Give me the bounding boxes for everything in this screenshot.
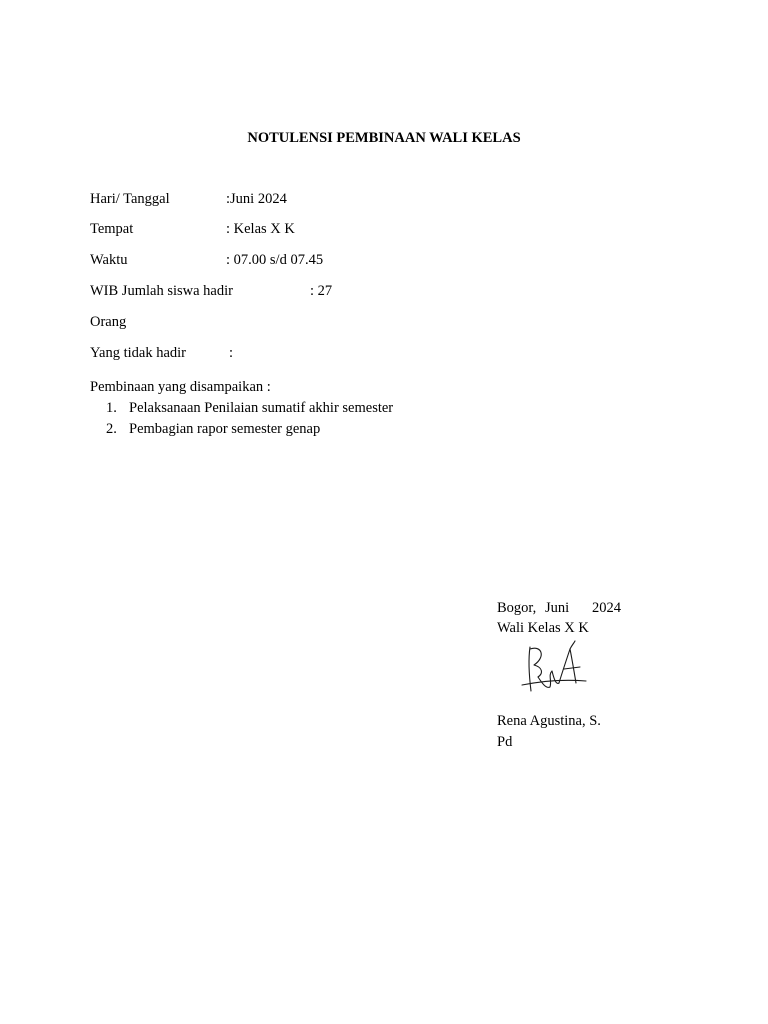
list-item-number: 1. [106, 400, 117, 416]
signer-name-line1: Rena Agustina, S. [497, 713, 601, 729]
jumlah-siswa-label: WIB Jumlah siswa hadir [90, 283, 233, 299]
tempat-label: Tempat [90, 221, 134, 237]
list-item-text: Pelaksanaan Penilaian sumatif akhir semester [129, 400, 394, 416]
waktu-label: Waktu [90, 252, 128, 268]
signature-place: Bogor, [497, 600, 537, 616]
pembinaan-heading: Pembinaan yang disampaikan : [90, 379, 271, 395]
signature-role: Wali Kelas X K [497, 620, 589, 636]
signer-name-line2: Pd [497, 734, 513, 750]
hari-tanggal-label: Hari/ Tanggal [90, 191, 170, 207]
tidak-hadir-value: : [229, 345, 234, 361]
document-title: NOTULENSI PEMBINAAN WALI KELAS [247, 130, 521, 146]
hari-tanggal-value: :Juni 2024 [226, 191, 287, 207]
tempat-value: : Kelas X K [226, 221, 295, 237]
signature-year: 2024 [592, 600, 621, 616]
list-item-number: 2. [106, 421, 117, 437]
tidak-hadir-label: Yang tidak hadir [90, 345, 186, 361]
jumlah-siswa-value: : 27 [310, 283, 333, 299]
waktu-value: : 07.00 s/d 07.45 [226, 252, 324, 268]
signature-month: Juni [545, 600, 570, 616]
list-item-text: Pembagian rapor semester genap [129, 421, 321, 437]
handwritten-signature-icon [512, 637, 588, 697]
orang-label: Orang [90, 314, 127, 330]
